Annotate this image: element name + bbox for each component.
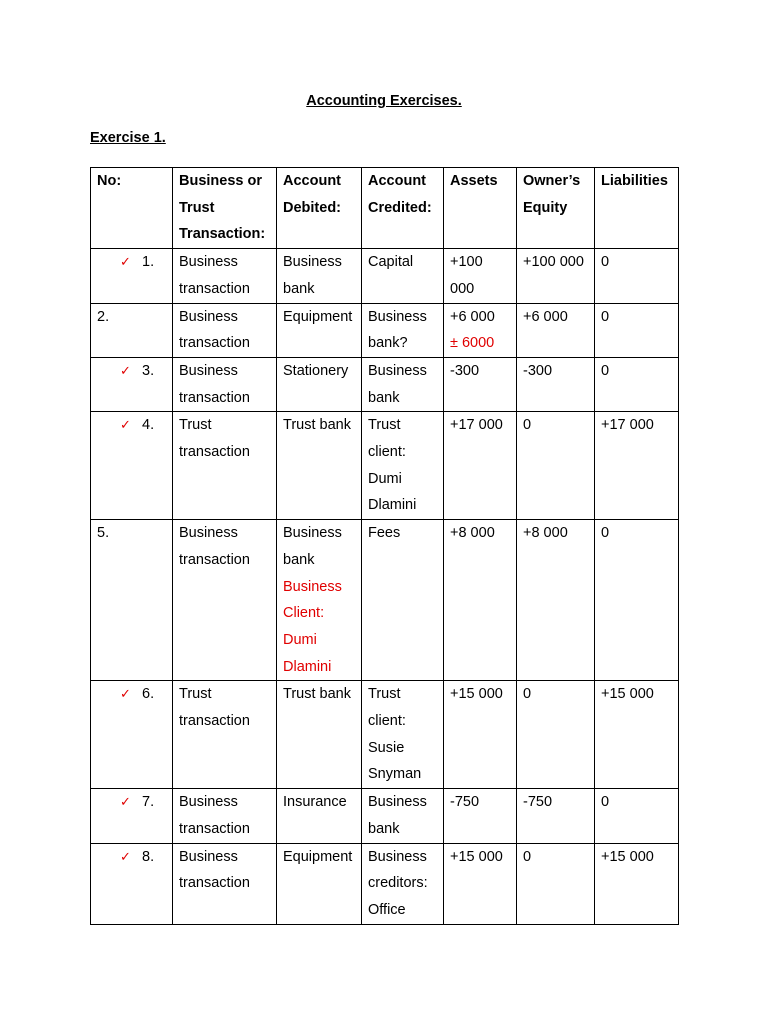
debited-cell (277, 357, 362, 411)
table-row (91, 789, 679, 843)
table-body (91, 249, 679, 925)
liabilities-cell (595, 303, 679, 357)
liabilities-cell (595, 520, 679, 681)
credited-value: Trust client: Susie Snyman (368, 686, 422, 783)
equity-value: 0 (523, 417, 532, 434)
row-number: 4. (142, 417, 155, 434)
credited-cell (362, 303, 444, 357)
check-mark-icon: ✓ (120, 848, 131, 864)
liabilities-value: 0 (601, 254, 610, 271)
credited-value: Business bank (368, 794, 427, 837)
row-number: 3. (142, 362, 155, 379)
debited-value: Stationery (283, 362, 349, 379)
equity-value: -300 (523, 362, 553, 379)
assets-value: +100 000 (450, 254, 483, 297)
liabilities-value: 0 (601, 362, 610, 379)
credited-value: Capital (368, 254, 414, 271)
debited-value: Business bank (283, 254, 342, 297)
transaction-value: Business transaction (179, 254, 250, 297)
transaction-cell (173, 303, 277, 357)
table-row (91, 357, 679, 411)
transaction-cell (173, 789, 277, 843)
header-equity: Owner’s Equity (517, 168, 595, 249)
equity-cell (517, 357, 595, 411)
equity-cell (517, 789, 595, 843)
equity-value: 0 (523, 686, 532, 703)
equity-cell (517, 843, 595, 924)
row-number: 2. (97, 308, 110, 325)
credited-cell (362, 412, 444, 520)
equity-cell (517, 249, 595, 303)
debited-value: Equipment (283, 848, 353, 865)
liabilities-cell (595, 249, 679, 303)
transaction-cell (173, 412, 277, 520)
assets-cell (444, 843, 517, 924)
transaction-cell (173, 843, 277, 924)
debited-value: Trust bank (283, 417, 351, 434)
credited-cell (362, 681, 444, 789)
equity-cell (517, 520, 595, 681)
credited-value: Fees (368, 525, 401, 542)
equity-cell (517, 303, 595, 357)
liabilities-cell (595, 681, 679, 789)
page-title: Accounting Exercises. (306, 93, 462, 109)
table-row (91, 303, 679, 357)
assets-cell (444, 249, 517, 303)
transactions-table (90, 167, 679, 925)
assets-value: +8 000 (450, 525, 495, 542)
header-credited: Account Credited: (362, 168, 444, 249)
table-row (91, 843, 679, 924)
assets-cell (444, 520, 517, 681)
check-mark-icon: ✓ (120, 254, 131, 270)
check-mark-icon: ✓ (120, 686, 131, 702)
debited-value: Trust bank (283, 686, 351, 703)
row-number-cell (91, 412, 173, 520)
assets-value: +15 000 (450, 848, 503, 865)
credited-cell (362, 789, 444, 843)
credited-value: Business bank (368, 362, 427, 406)
table-header-row (91, 168, 679, 249)
liabilities-cell (595, 843, 679, 924)
liabilities-value: 0 (601, 794, 610, 811)
debited-cell (277, 303, 362, 357)
liabilities-cell (595, 357, 679, 411)
assets-value: +15 000 (450, 686, 503, 703)
table-row (91, 412, 679, 520)
credited-value: Business creditors: Office (368, 848, 428, 918)
row-number-cell (91, 681, 173, 789)
assets-note: ± 6000 (450, 335, 495, 352)
row-number-cell (91, 303, 173, 357)
credited-value: Business bank? (368, 308, 427, 352)
equity-value: +6 000 (523, 308, 568, 325)
row-number: 7. (142, 794, 155, 811)
debited-value: Insurance (283, 794, 347, 811)
debited-cell (277, 249, 362, 303)
assets-value: -750 (450, 794, 480, 811)
header-transaction: Business or Trust Transaction: (173, 168, 277, 249)
transaction-cell (173, 520, 277, 681)
assets-cell (444, 681, 517, 789)
liabilities-value: +17 000 (601, 417, 654, 434)
table-row (91, 249, 679, 303)
equity-value: +100 000 (523, 254, 584, 271)
transaction-value: Business transaction (179, 362, 250, 406)
row-number-cell (91, 843, 173, 924)
row-number-cell (91, 789, 173, 843)
header-debited: Account Debited: (277, 168, 362, 249)
check-mark-icon: ✓ (120, 417, 131, 433)
credited-cell (362, 357, 444, 411)
row-number: 5. (97, 525, 110, 542)
assets-cell (444, 412, 517, 520)
debited-cell (277, 520, 362, 681)
equity-value: +8 000 (523, 525, 568, 542)
credited-cell (362, 843, 444, 924)
assets-value: +6 000 (450, 308, 495, 325)
debited-note: Business Client: Dumi Dlamini (283, 578, 342, 675)
header-no: No: (91, 168, 173, 249)
liabilities-value: 0 (601, 308, 610, 325)
exercise-heading: Exercise 1. (90, 130, 166, 146)
equity-cell (517, 681, 595, 789)
row-number-cell (91, 249, 173, 303)
row-number: 6. (142, 686, 155, 703)
check-mark-icon: ✓ (120, 362, 131, 378)
transaction-value: Business transaction (179, 525, 250, 568)
liabilities-cell (595, 789, 679, 843)
liabilities-cell (595, 412, 679, 520)
transaction-cell (173, 681, 277, 789)
debited-cell (277, 412, 362, 520)
credited-cell (362, 520, 444, 681)
assets-value: -300 (450, 362, 480, 379)
equity-value: -750 (523, 794, 553, 811)
liabilities-value: 0 (601, 525, 610, 542)
header-liabilities: Liabilities (595, 168, 679, 249)
debited-cell (277, 789, 362, 843)
assets-cell (444, 789, 517, 843)
transaction-value: Trust transaction (179, 417, 250, 461)
transaction-value: Business transaction (179, 848, 250, 892)
liabilities-value: +15 000 (601, 686, 654, 703)
transaction-cell (173, 249, 277, 303)
credited-value: Trust client: Dumi Dlamini (368, 417, 417, 514)
transaction-value: Business transaction (179, 308, 250, 352)
row-number-cell (91, 357, 173, 411)
assets-cell (444, 357, 517, 411)
header-assets: Assets (444, 168, 517, 249)
check-mark-icon: ✓ (120, 794, 131, 810)
liabilities-value: +15 000 (601, 848, 654, 865)
equity-value: 0 (523, 848, 532, 865)
transaction-value: Business transaction (179, 794, 250, 837)
table-row (91, 520, 679, 681)
debited-value: Business bank (283, 525, 342, 568)
credited-cell (362, 249, 444, 303)
debited-cell (277, 681, 362, 789)
row-number-cell (91, 520, 173, 681)
equity-cell (517, 412, 595, 520)
assets-cell (444, 303, 517, 357)
transaction-cell (173, 357, 277, 411)
debited-value: Equipment (283, 308, 353, 325)
assets-value: +17 000 (450, 417, 503, 434)
row-number: 1. (142, 254, 155, 271)
debited-cell (277, 843, 362, 924)
transaction-value: Trust transaction (179, 686, 250, 730)
row-number: 8. (142, 848, 155, 865)
table-row (91, 681, 679, 789)
